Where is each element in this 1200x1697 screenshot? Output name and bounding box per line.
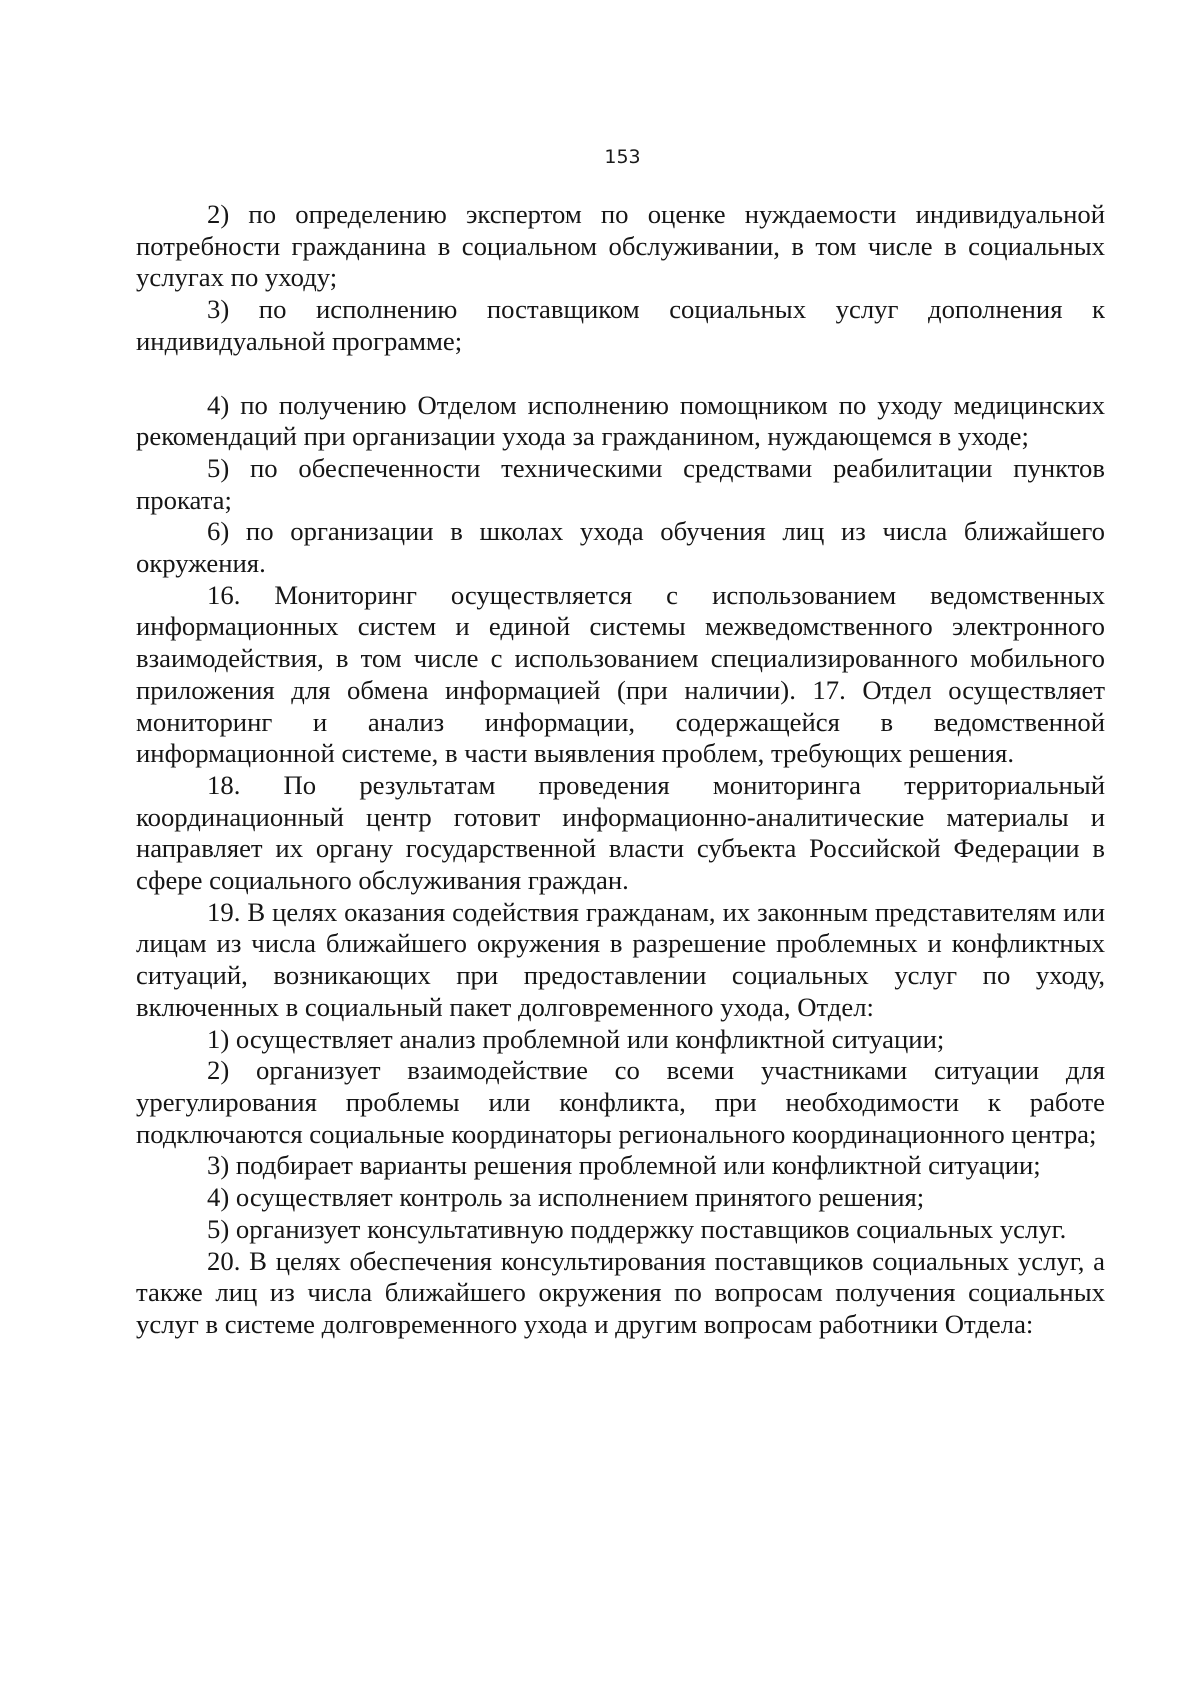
paragraph-item-4: 4) по получению Отделом исполнению помощником по уходу медицинских рекомендаций при организации ухода за гражданином, нуждающемся в уходе;: [136, 389, 1105, 452]
paragraph-19-item-1: 1) осуществляет анализ проблемной или конфликтной ситуации;: [207, 1023, 945, 1054]
paragraph-item-6: 6) по организации в школах ухода обучения лиц из числа ближайшего окружения.: [136, 516, 1105, 579]
paragraph-20: 20. В целях обеспечения консультирования поставщиков социальных услуг, а также лиц из числа ближайшего окружения по вопросам получения социальных услуг в системе долговременного ухода и другим вопросам работники Отдела:: [136, 1245, 1105, 1339]
paragraph-19-item-2: 2) организует взаимодействие со всеми участниками ситуации для урегулирования проблемы или конфликта, при необходимости к работе подключаются социальные координаторы регионального координационного центра;: [136, 1055, 1105, 1149]
paragraph-19-item-5: 5) организует консультативную поддержку поставщиков социальных услуг.: [207, 1213, 1067, 1244]
paragraph-19-item-4: 4) осуществляет контроль за исполнением принятого решения;: [207, 1182, 925, 1213]
paragraph-item-5: 5) по обеспеченности техническими средствами реабилитации пунктов проката;: [136, 452, 1105, 515]
paragraph-19-item-3: 3) подбирает варианты решения проблемной или конфликтной ситуации;: [207, 1150, 1041, 1181]
document-body: [136, 199, 1105, 1341]
paragraph-item-2: 2) по определению экспертом по оценке нуждаемости индивидуальной потребности гражданина в социальном обслуживании, в том числе в социальных услугах по уходу;: [136, 199, 1105, 293]
paragraph-item-3: 3) по исполнению поставщиком социальных услуг дополнения к индивидуальной программе;: [136, 294, 1105, 356]
paragraph-16-17: 16. Мониторинг осуществляется с использованием ведомственных информационных систем и единой системы межведомственного электронного взаимодействия, в том числе с использованием специализированного мобильного приложения для обмена информацией (при наличии). 17. Отдел осуществляет мониторинг и анализ информации, содержащейся в ведомственной информационной системе, в части выявления проблем, требующих решения.: [136, 579, 1105, 769]
page-number: 153: [604, 146, 641, 168]
paragraph-18: 18. По результатам проведения мониторинга территориальный координационный центр готовит информационно-аналитические материалы и направляет их органу государственной власти субъекта Российской Федерации в сфере социального обслуживания граждан.: [136, 769, 1105, 896]
paragraph-19: 19. В целях оказания содействия гражданам, их законным представителям или лицам из числа ближайшего окружения в разрешение проблемных и конфликтных ситуаций, возникающих при предоставлении социальных услуг по уходу, включенных в социальный пакет долговременного ухода, Отдел:: [136, 896, 1105, 1022]
